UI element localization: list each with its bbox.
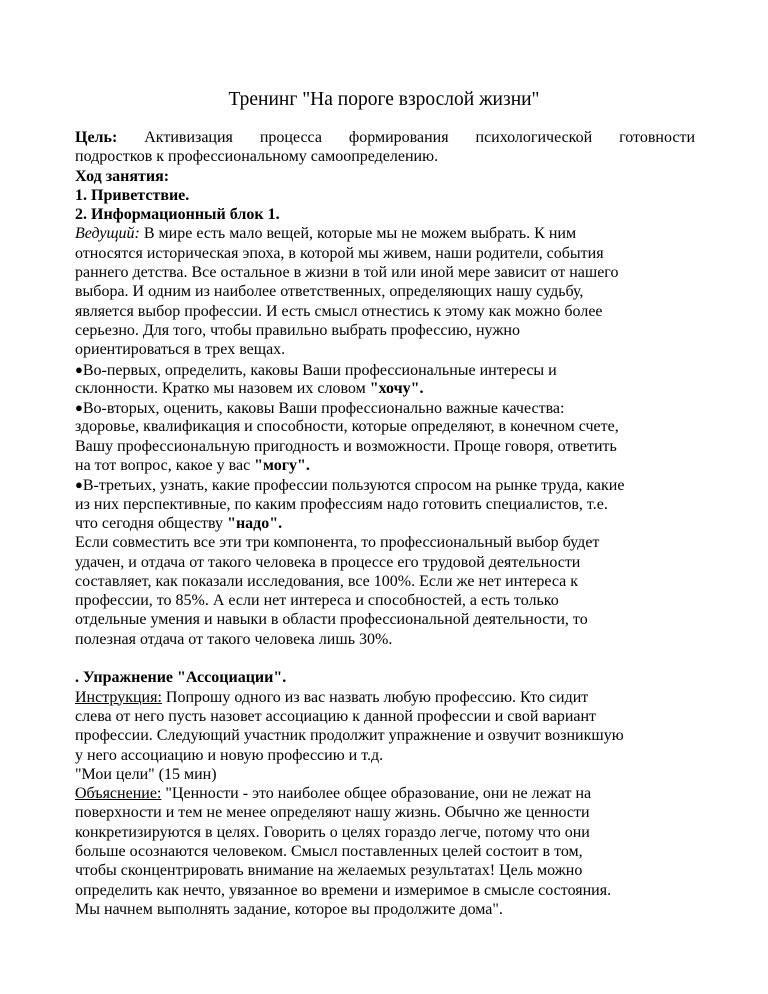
explanation-line-4: больше осознаются человеком. Смысл поставленных целей состоит в том, — [75, 842, 583, 860]
step-info-block: 2. Информационный блок 1. — [75, 206, 280, 224]
bullet-need-line-3: что сегодня обществу "надо". — [75, 514, 283, 532]
course-heading: Ход занятия: — [75, 167, 170, 185]
bullet-icon: ● — [75, 477, 83, 493]
goal-line-2: подростков к профессиональному самоопределению. — [75, 148, 439, 166]
keyword-can: "могу". — [254, 457, 310, 475]
goal-line-1 — [75, 128, 695, 147]
lead-line-3: раннего детства. Все остальное в жизни в той или иной мере зависит от нашего — [75, 264, 619, 282]
exercise-heading: . Упражнение "Ассоциации". — [75, 669, 287, 687]
paragraph-gap — [75, 649, 695, 668]
conclusion-line-6: полезная отдача от такого человека лишь 30%. — [75, 630, 393, 648]
bullet-can-line-2: здоровье, квалификация и способности, которые определяют, в конечном счете, — [75, 418, 619, 436]
keyword-want: "хочу". — [369, 379, 424, 397]
document-body — [75, 128, 695, 919]
lead-line-2: относятся историческая эпоха, в которой мы живем, наши родители, события — [75, 244, 604, 262]
step-greeting: 1. Приветствие. — [75, 186, 190, 204]
lead-label: Ведущий: — [75, 225, 140, 243]
bullet-can-line-3: Вашу профессиональную пригодность и возможности. Проще говоря, ответить — [75, 437, 617, 455]
lead-line-7: ориентироваться в трех вещах. — [75, 341, 286, 359]
explanation-line-6: определить как нечто, увязанное во времени и измеримое в смысле состояния. — [75, 881, 612, 899]
conclusion-line-5: отдельные умения и навыки в области профессиональной деятельности, то — [75, 611, 588, 629]
conclusion-line-2: удачен, и отдача от такого человека в процессе его трудовой деятельности — [75, 553, 581, 571]
bullet-need-line-2: из них перспективные, по каким профессиям надо готовить специалистов, т.е. — [75, 495, 608, 513]
lead-line-6: серьезно. Для того, чтобы правильно выбрать профессию, нужно — [75, 321, 520, 339]
lead-line-5: является выбор профессии. И есть смысл отнестись к этому как можно более — [75, 302, 603, 320]
instruction-label: Инструкция: — [75, 688, 162, 706]
bullet-want-line-1: ●Во-первых, определить, каковы Ваши профессиональные интересы и — [75, 361, 557, 379]
conclusion-line-3: составляет, как показали исследования, все 100%. Если же нет интереса к — [75, 572, 578, 590]
bullet-icon: ● — [75, 400, 83, 416]
bullet-want-line-2: склонности. Кратко мы назовем их словом "хочу". — [75, 379, 424, 397]
lead-line-1: Ведущий: В мире есть мало вещей, которые мы не можем выбрать. К ним — [75, 225, 577, 243]
conclusion-line-4: профессии, то 85%. А если нет интереса и способностей, а есть только — [75, 592, 559, 610]
lead-line-4: выбора. И одним из наиболее ответственных, определяющих нашу судьбу, — [75, 283, 584, 301]
explanation-label: Объяснение: — [75, 785, 162, 803]
explanation-line-5: чтобы сконцентрировать внимание на желаемых результатах! Цель можно — [75, 862, 583, 880]
explanation-line-2: поверхности и тем не менее определяют нашу жизнь. Обычно же ценности — [75, 804, 590, 822]
instruction-line-1: Инструкция: Попрошу одного из вас назвать любую профессию. Кто сидит — [75, 688, 589, 706]
explanation-line-7: Мы начнем выполнять задание, которое вы продолжите дома". — [75, 900, 503, 918]
goal-text-1: Активизация процесса формирования психологической готовности — [144, 129, 695, 146]
instruction-line-4: у него ассоциацию и новую профессию и т.д. — [75, 746, 384, 764]
bullet-can-line-1: ●Во-вторых, оценить, каковы Ваши профессионально важные качества: — [75, 400, 565, 418]
document-title: Тренинг "На пороге взрослой жизни" — [228, 89, 540, 110]
explanation-line-3: конкретизируются в целях. Говорить о целях гораздо легче, потому что они — [75, 823, 590, 841]
keyword-need: "надо". — [227, 514, 283, 532]
instruction-line-3: профессии. Следующий участник продолжит упражнение и озвучит возникшую — [75, 727, 624, 745]
explanation-line-1: Объяснение: "Ценности - это наиболее общее образование, они не лежат на — [75, 785, 592, 803]
conclusion-line-1: Если совместить все эти три компонента, то профессиональный выбор будет — [75, 534, 600, 552]
goals-exercise-title: "Мои цели" (15 мин) — [75, 765, 217, 783]
bullet-need-line-1: ●В-третьих, узнать, какие профессии пользуются спросом на рынке труда, какие — [75, 477, 625, 495]
instruction-line-2: слева от него пусть назовет ассоциацию к данной профессии и свой вариант — [75, 707, 597, 725]
goal-label: Цель: — [75, 129, 118, 146]
bullet-can-line-4: на тот вопрос, какое у вас "могу". — [75, 457, 310, 475]
bullet-icon: ● — [75, 361, 83, 377]
